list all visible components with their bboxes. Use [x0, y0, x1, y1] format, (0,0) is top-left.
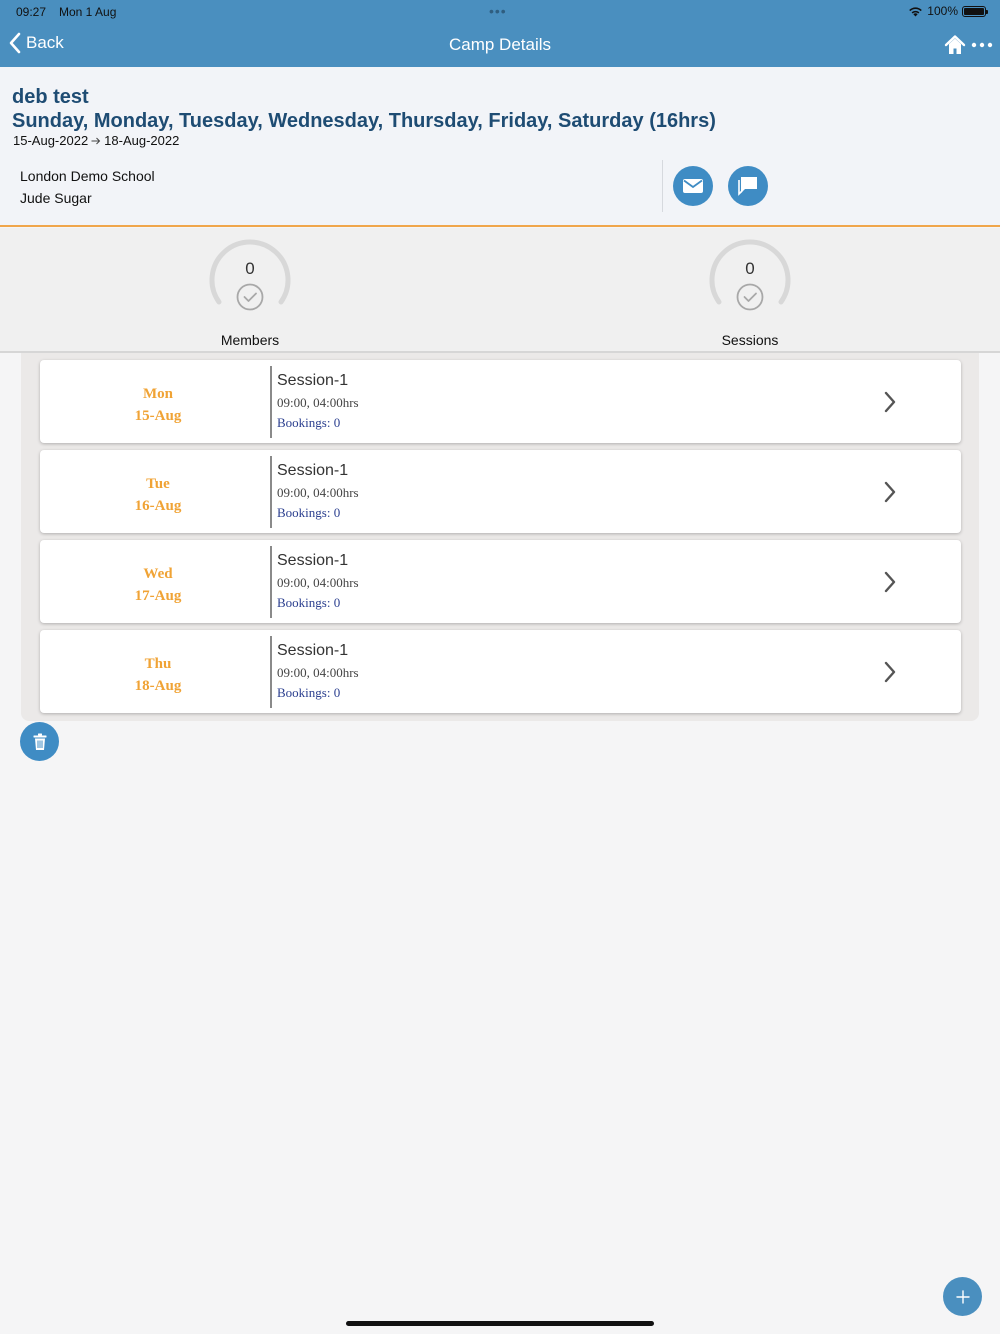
organisation-name: London Demo School — [20, 168, 155, 184]
email-button[interactable] — [673, 166, 713, 206]
chevron-right-icon — [882, 480, 898, 504]
status-time: 09:27 — [16, 5, 47, 19]
home-button[interactable] — [944, 34, 966, 56]
end-date: 18-Aug-2022 — [104, 133, 180, 148]
status-indicators — [908, 4, 986, 18]
card-divider — [270, 456, 272, 528]
status-date: Mon 1 Aug — [59, 5, 117, 19]
sessions-label: Sessions — [721, 332, 779, 348]
session-weekday: Thu — [144, 656, 172, 672]
session-name: Session-1 — [277, 372, 349, 389]
stats-panel — [0, 228, 1000, 353]
divider — [662, 160, 663, 212]
camp-name: deb test — [12, 86, 89, 108]
session-date: 18-Aug — [134, 678, 182, 694]
session-bookings: Bookings: 0 — [277, 595, 341, 610]
session-day — [40, 473, 276, 517]
session-date: 15-Aug — [134, 408, 182, 424]
navigation-bar — [0, 0, 1000, 67]
session-time: 09:00, 04:00hrs — [277, 485, 359, 500]
home-icon — [944, 34, 966, 56]
sessions-stat[interactable] — [690, 228, 810, 348]
members-stat[interactable] — [190, 228, 310, 348]
wifi-icon — [908, 6, 923, 17]
session-weekday: Tue — [146, 476, 170, 492]
multitasking-dots[interactable]: ••• — [489, 3, 507, 19]
battery-icon — [962, 6, 986, 17]
session-time: 09:00, 04:00hrs — [277, 395, 359, 410]
session-bookings: Bookings: 0 — [277, 685, 341, 700]
card-divider — [270, 366, 272, 438]
delete-button[interactable] — [20, 722, 59, 761]
session-name: Session-1 — [277, 462, 349, 479]
back-label: Back — [26, 33, 64, 52]
session-weekday: Mon — [143, 386, 173, 402]
email-icon — [682, 178, 704, 194]
card-divider — [270, 636, 272, 708]
trash-icon — [32, 733, 48, 751]
card-divider — [270, 546, 272, 618]
session-card[interactable] — [40, 450, 961, 533]
session-weekday: Wed — [143, 566, 173, 582]
session-time: 09:00, 04:00hrs — [277, 575, 359, 590]
session-date: 16-Aug — [134, 498, 182, 514]
plus-icon — [955, 1289, 971, 1305]
session-list — [21, 353, 979, 721]
session-day — [40, 563, 276, 607]
members-label: Members — [220, 332, 280, 348]
session-name: Session-1 — [277, 552, 349, 569]
session-day — [40, 383, 276, 427]
arrow-right-icon — [91, 137, 101, 145]
session-card[interactable] — [40, 540, 961, 623]
session-date: 17-Aug — [134, 588, 182, 604]
battery-percent: 100% — [927, 4, 958, 18]
session-day — [40, 653, 276, 697]
session-card[interactable] — [40, 360, 961, 443]
camp-days: Sunday, Monday, Tuesday, Wednesday, Thursday, Friday, Saturday (16hrs) — [12, 110, 716, 132]
sessions-gauge — [705, 232, 795, 322]
camp-date-range — [13, 133, 179, 148]
members-gauge — [205, 232, 295, 322]
sessions-count: 0 — [745, 259, 755, 278]
session-card[interactable] — [40, 630, 961, 713]
page-title: Camp Details — [448, 35, 552, 54]
session-name: Session-1 — [277, 642, 349, 659]
coach-name: Jude Sugar — [20, 190, 92, 206]
add-button[interactable] — [943, 1277, 982, 1316]
more-icon — [971, 34, 993, 56]
chevron-right-icon — [882, 570, 898, 594]
members-count: 0 — [245, 259, 255, 278]
camp-info-panel — [0, 67, 1000, 227]
message-icon — [737, 176, 759, 196]
session-bookings: Bookings: 0 — [277, 505, 341, 520]
chevron-right-icon — [882, 390, 898, 414]
message-button[interactable] — [728, 166, 768, 206]
chevron-right-icon — [882, 660, 898, 684]
more-button[interactable] — [971, 34, 993, 56]
home-indicator[interactable] — [346, 1321, 654, 1326]
session-time: 09:00, 04:00hrs — [277, 665, 359, 680]
session-bookings: Bookings: 0 — [277, 415, 341, 430]
start-date: 15-Aug-2022 — [13, 133, 89, 148]
